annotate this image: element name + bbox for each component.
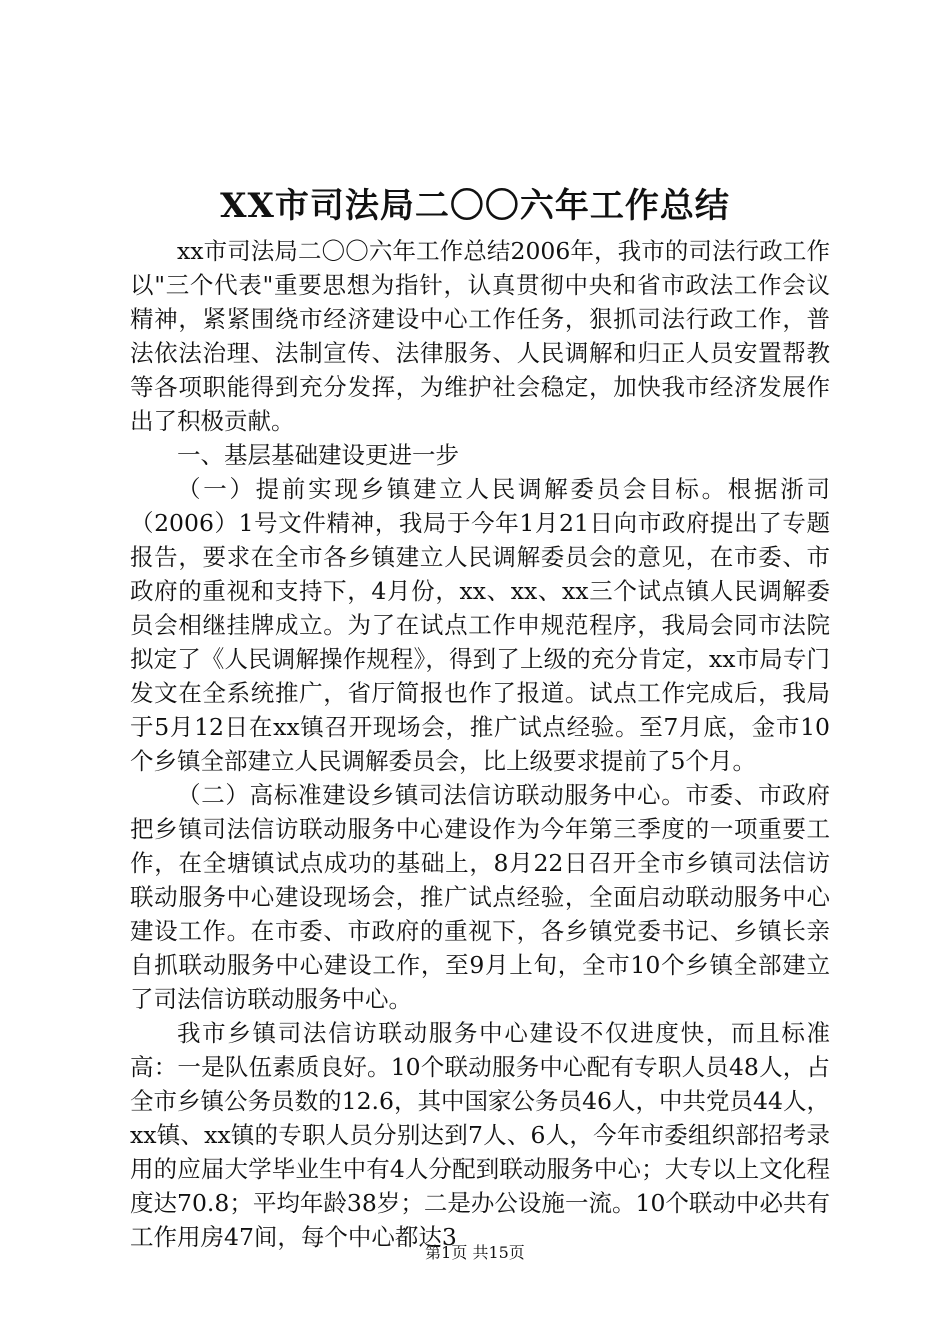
document-body [130,234,830,1254]
page-footer: 第1页 共15页 [425,1243,525,1262]
body-paragraph: （二）高标准建设乡镇司法信访联动服务中心。市委、市政府把乡镇司法信访联动服务中心建设作为今年第三季度的一项重要工作，在全塘镇试点成功的基础上，8月22日召开全市乡镇司法信访联动服务中心建设现场会，推广试点经验，全面启动联动服务中心建设工作。在市委、市政府的重视下，各乡镇党委书记、乡镇长亲自抓联动服务中心建设工作，至9月上旬，全市10个乡镇全部建立了司法信访联动服务中心。 [130,781,830,1013]
body-paragraph: 我市乡镇司法信访联动服务中心建设不仅进度快，而且标准高：一是队伍素质良好。10个联动服务中心配有专职人员48人，占全市乡镇公务员数的12.6，其中国家公务员46人，中共党员44人，xx镇、xx镇的专职人员分别达到7人、6人，今年市委组织部招考录用的应届大学毕业生中有4人分配到联动服务中心；大专以上文化程度达70.8；平均年龄38岁；二是办公设施一流。10个联动中必共有工作用房47间，每个中心都达3 [130,1019,830,1251]
document-title: XX市司法局二〇〇六年工作总结 [220,186,730,226]
body-paragraph: （一）提前实现乡镇建立人民调解委员会目标。根据浙司（2006）1号文件精神，我局于今年1月21日向市政府提出了专题报告，要求在全市各乡镇建立人民调解委员会的意见，在市委、市政府的重视和支持下，4月份，xx、xx、xx三个试点镇人民调解委员会相继挂牌成立。为了在试点工作申规范程序，我局会同市法院拟定了《人民调解操作规程》，得到了上级的充分肯定，xx市局专门发文在全系统推广，省厅简报也作了报道。试点工作完成后，我局于5月12日在xx镇召开现场会，推广试点经验。至7月底，金市10个乡镇全部建立人民调解委员会，比上级要求提前了5个月。 [130,475,830,775]
intro-paragraph: xx市司法局二〇〇六年工作总结2006年，我市的司法行政工作以"三个代表"重要思想为指针，认真贯彻中央和省市政法工作会议精神，紧紧围绕市经济建设中心工作任务，狠抓司法行政工作，普法依法治理、法制宣传、法律服务、人民调解和归正人员安置帮教等各项职能得到充分发挥，为维护社会稳定，加快我市经济发展作出了积极贡献。 [130,237,830,435]
section-heading: 一、基层基础建设更进一步 [177,441,459,469]
